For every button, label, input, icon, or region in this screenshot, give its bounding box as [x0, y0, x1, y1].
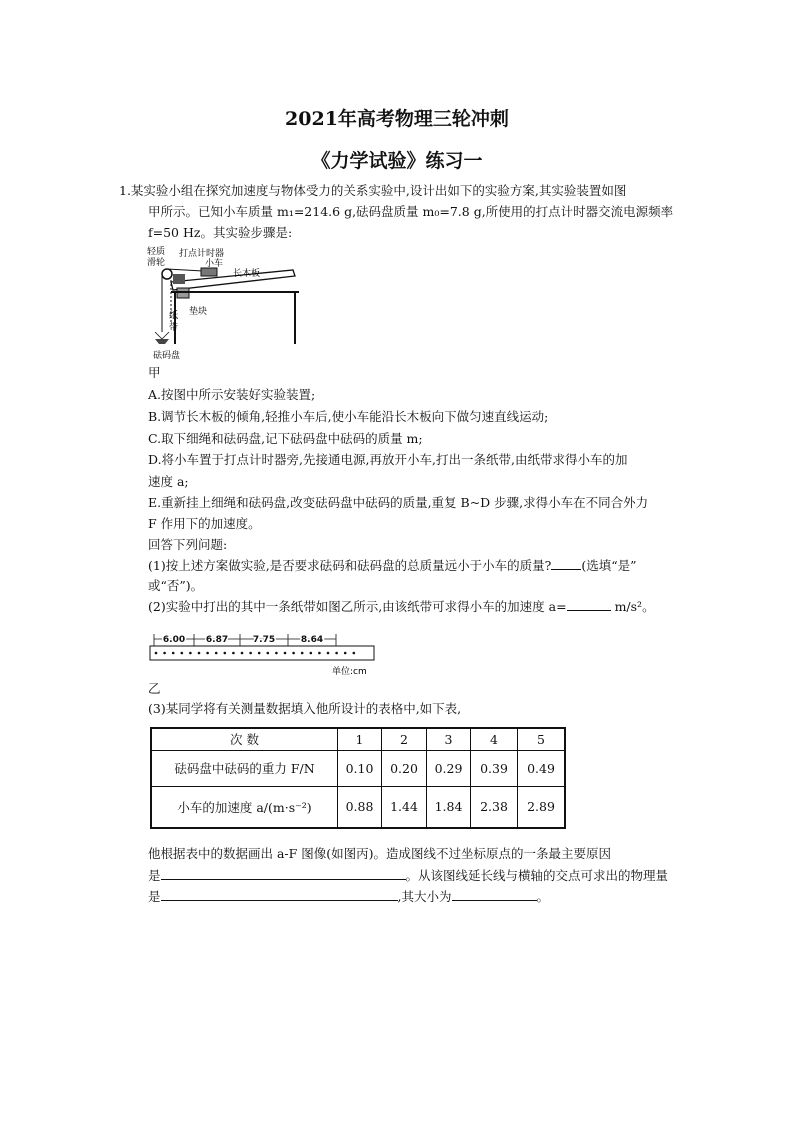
tape-dot — [327, 652, 330, 655]
tail-line1: 他根据表中的数据画出 a-F 图像(如图丙)。造成图线不过坐标原点的一条最主要原因 — [148, 846, 612, 861]
tail2-prefix: 是 — [148, 868, 161, 883]
string-line — [167, 269, 203, 271]
tape-dot — [206, 652, 209, 655]
label-pulley2: 滑轮 — [147, 258, 166, 268]
table-cell: 0.20 — [382, 750, 427, 786]
label-board: 长木板 — [233, 269, 261, 279]
table-col: 2 — [382, 728, 427, 750]
table-header-row — [151, 728, 565, 750]
q1-line3: f=50 Hz。其实验步骤是: — [148, 225, 293, 240]
table-cell: 0.29 — [427, 750, 471, 786]
step-e-line2: F 作用下的加速度。 — [148, 516, 261, 531]
table-cell: 0.39 — [471, 750, 518, 786]
tail3-text: ,其大小为 — [397, 889, 452, 904]
step-e-line1: E.重新挂上细绳和砝码盘,改变砝码盘中砝码的质量,重复 B~D 步骤,求得小车在不同合外力 — [148, 495, 649, 510]
tape-unit: 单位:cm — [332, 667, 367, 677]
sub1-line2: 或“否”)。 — [148, 578, 204, 593]
row-label-accel: 小车的加速度 a/(m·s⁻²) — [151, 786, 338, 828]
tape-dot — [232, 652, 235, 655]
label-block: 垫块 — [189, 307, 208, 317]
table-row — [151, 786, 565, 828]
tape-dot — [163, 652, 166, 655]
data-table — [150, 727, 566, 829]
step-d-line2: 速度 a; — [148, 474, 189, 489]
table-cell: 0.49 — [518, 750, 566, 786]
pan-shape — [155, 339, 169, 344]
answer-blank-3[interactable] — [161, 867, 406, 880]
tape-dot — [155, 652, 158, 655]
tail-line2 — [148, 867, 668, 884]
step-b: B.调节长木板的倾角,轻推小车后,使小车能沿长木板向下做匀速直线运动; — [148, 409, 549, 424]
tape-dot — [198, 652, 201, 655]
tape-dot — [310, 652, 313, 655]
step-d-line1: D.将小车置于打点计时器旁,先接通电源,再放开小车,打出一条纸带,由纸带求得小车的加 — [148, 452, 628, 467]
tail3-prefix: 是 — [148, 889, 161, 904]
tape-segment-label: 6.00 — [162, 635, 186, 645]
table-cell: 2.89 — [518, 786, 566, 828]
step-c: C.取下细绳和砝码盘,记下砝码盘中砝码的质量 m; — [148, 431, 423, 446]
tape-dot — [224, 652, 227, 655]
answer-blank-2[interactable] — [567, 598, 611, 611]
tail3-end: 。 — [536, 889, 550, 904]
sub-question-2 — [148, 598, 655, 615]
table-cell: 0.88 — [338, 786, 382, 828]
sub2-unit: m/s²。 — [614, 599, 655, 614]
label-tape2: 带 — [169, 323, 179, 333]
table-cell: 1.44 — [382, 786, 427, 828]
tape-dot — [284, 652, 287, 655]
sub2-text: (2)实验中打出的其中一条纸带如图乙所示,由该纸带可求得小车的加速度 a= — [148, 599, 567, 614]
pulley-icon — [162, 269, 172, 279]
answer-blank-1[interactable] — [551, 557, 581, 570]
table-col: 1 — [338, 728, 382, 750]
label-pan: 砝码盘 — [153, 351, 181, 361]
table-col: 3 — [427, 728, 471, 750]
tape-strip — [150, 646, 374, 660]
table-row — [151, 750, 565, 786]
tape-dot — [292, 652, 295, 655]
tape-dot — [172, 652, 175, 655]
apparatus-figure — [143, 244, 303, 364]
tape-segment-label: 6.87 — [205, 635, 229, 645]
table-cell: 1.84 — [427, 786, 471, 828]
tape-dot — [249, 652, 252, 655]
row-label-force: 砝码盘中砝码的重力 F/N — [151, 750, 338, 786]
label-pulley: 轻质 — [147, 247, 166, 257]
tape-dot — [258, 652, 261, 655]
tape-dot — [344, 652, 347, 655]
label-timer: 打点计时器 — [179, 249, 225, 259]
q1-line1: 1.某实验小组在探究加速度与物体受力的关系实验中,设计出如下的实验方案,其实验装置如图 — [119, 183, 627, 198]
fig-b-caption: 乙 — [148, 681, 161, 696]
tape-dot — [215, 652, 218, 655]
answer-blank-5[interactable] — [452, 888, 537, 901]
step-a: A.按图中所示安装好实验装置; — [148, 387, 316, 402]
tape-dot — [318, 652, 321, 655]
tape-dot — [301, 652, 304, 655]
table-cell: 0.10 — [338, 750, 382, 786]
label-cart: 小车 — [205, 259, 224, 269]
sub-question-3: (3)某同学将有关测量数据填入他所设计的表格中,如下表, — [148, 701, 462, 716]
table-col: 4 — [471, 728, 518, 750]
table-cell: 2.38 — [471, 786, 518, 828]
tape-dot — [335, 652, 338, 655]
timer-shape — [173, 274, 185, 284]
table-header-label: 次 数 — [151, 728, 338, 750]
tape-dot — [275, 652, 278, 655]
q1-line2: 甲所示。已知小车质量 m₁=214.6 g,砝码盘质量 m₀=7.8 g,所使用的打点计时器交流电源频率 — [148, 204, 674, 219]
sub1-choice: (选填“是” — [581, 558, 637, 573]
tape-dot — [181, 652, 184, 655]
tape-segment-label: 7.75 — [252, 635, 276, 645]
doc-subtitle: 《力学试验》练习一 — [311, 150, 483, 172]
sub-question-1 — [148, 557, 637, 574]
tape-dot — [189, 652, 192, 655]
tail-line3 — [148, 888, 549, 905]
tape-dot — [353, 652, 356, 655]
label-tape: 纸 — [169, 311, 179, 321]
cart-shape — [201, 268, 217, 276]
fig-a-caption: 甲 — [148, 365, 161, 380]
answer-prompt: 回答下列问题: — [148, 537, 228, 552]
tape-dimensions — [154, 634, 336, 646]
doc-title: 2021年高考物理三轮冲刺 — [285, 108, 509, 130]
tape-dot — [267, 652, 270, 655]
tape-dot — [241, 652, 244, 655]
tail2-text: 。从该图线延长线与横轴的交点可求出的物理量 — [405, 868, 669, 883]
answer-blank-4[interactable] — [161, 888, 398, 901]
table-col: 5 — [518, 728, 566, 750]
tape-figure — [148, 630, 378, 678]
tape-segment-label: 8.64 — [300, 635, 324, 645]
sub1-text: (1)按上述方案做实验,是否要求砝码和砝码盘的总质量远小于小车的质量? — [148, 558, 552, 573]
